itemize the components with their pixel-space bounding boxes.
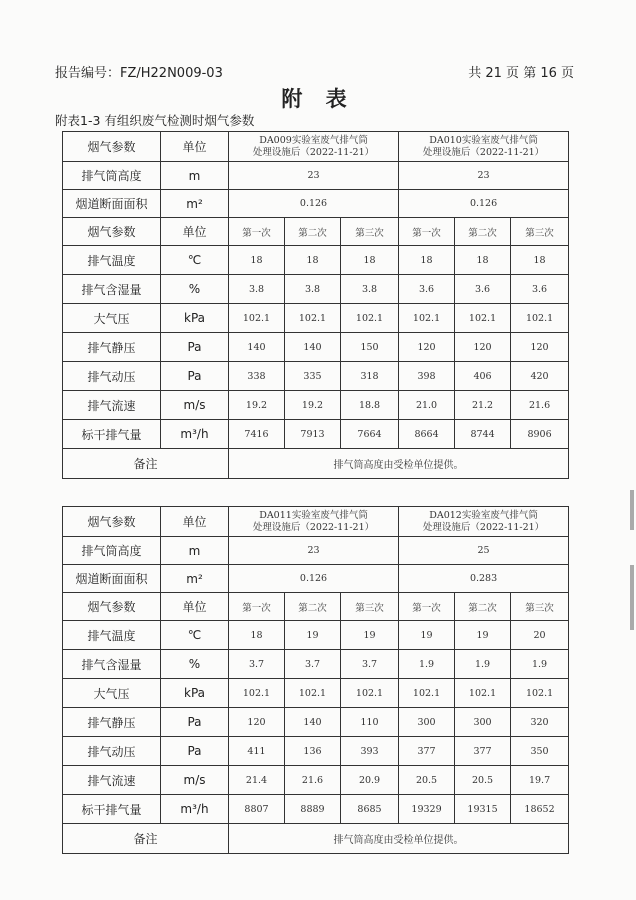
cross-section-unit: m² [161,565,229,593]
stack-height-label: 排气筒高度 [63,162,161,190]
param-value: 3.8 [285,275,341,304]
stack-height-value: 25 [399,537,569,565]
table-row [63,593,569,621]
param-value: 19329 [399,795,455,824]
param-value: 21.2 [455,391,511,420]
param-header: 烟气参数 [63,507,161,537]
outlet-name: DA010实验室废气排气筒 [429,134,538,146]
param-value: 150 [341,333,399,362]
table-row [63,795,569,824]
param-value: 300 [455,708,511,737]
param-value: 8685 [341,795,399,824]
round-header: 第二次 [455,218,511,246]
note-label: 备注 [63,449,229,479]
param-value: 18 [341,246,399,275]
table-row [63,218,569,246]
param-unit: Pa [161,362,229,391]
scan-edge-mark [630,565,634,630]
param-value: 3.8 [229,275,285,304]
param-value: 3.6 [455,275,511,304]
outlet-subtitle: 处理设施后（2022-11-21） [422,521,545,533]
table-row [63,246,569,275]
table-row [63,737,569,766]
param-unit: m³/h [161,795,229,824]
param-value: 140 [285,333,341,362]
param-value: 420 [511,362,569,391]
report-number: 报告编号：FZ/H22N009-03 [55,66,223,81]
param-value: 21.0 [399,391,455,420]
flue-gas-table-2 [62,506,569,854]
param-header: 烟气参数 [63,593,161,621]
param-value: 102.1 [285,304,341,333]
param-value: 102.1 [229,304,285,333]
param-label: 排气流速 [63,391,161,420]
unit-header: 单位 [161,507,229,537]
param-value: 3.8 [341,275,399,304]
param-unit: kPa [161,304,229,333]
param-value: 19.2 [285,391,341,420]
param-unit: % [161,650,229,679]
param-value: 300 [399,708,455,737]
round-header: 第二次 [455,593,511,621]
param-value: 19 [399,621,455,650]
param-value: 8744 [455,420,511,449]
outlet-subtitle: 处理设施后（2022-11-21） [252,146,375,158]
param-value: 19.7 [511,766,569,795]
stack-height-value: 23 [229,162,399,190]
round-header: 第三次 [341,593,399,621]
outlet-header [399,132,569,162]
param-value: 102.1 [399,304,455,333]
table-row [63,333,569,362]
param-value: 335 [285,362,341,391]
param-label: 排气动压 [63,362,161,391]
param-value: 411 [229,737,285,766]
stack-height-value: 23 [229,537,399,565]
scan-edge-mark [630,490,634,530]
param-label: 排气静压 [63,708,161,737]
param-value: 3.6 [399,275,455,304]
param-value: 21.4 [229,766,285,795]
param-value: 8664 [399,420,455,449]
param-value: 19315 [455,795,511,824]
param-value: 110 [341,708,399,737]
round-header: 第一次 [229,218,285,246]
param-value: 3.6 [511,275,569,304]
param-value: 102.1 [511,679,569,708]
param-value: 102.1 [229,679,285,708]
cross-section-unit: m² [161,190,229,218]
param-label: 标干排气量 [63,420,161,449]
param-value: 21.6 [285,766,341,795]
unit-header: 单位 [161,132,229,162]
param-value: 120 [229,708,285,737]
param-value: 377 [399,737,455,766]
outlet-header [229,132,399,162]
table-row [63,391,569,420]
table-row [63,621,569,650]
param-value: 18 [399,246,455,275]
param-value: 1.9 [455,650,511,679]
param-label: 排气动压 [63,737,161,766]
outlet-name: DA012实验室废气排气筒 [429,509,538,521]
param-value: 18.8 [341,391,399,420]
param-header: 烟气参数 [63,218,161,246]
param-header: 烟气参数 [63,132,161,162]
param-value: 140 [229,333,285,362]
table-row [63,275,569,304]
round-header: 第三次 [341,218,399,246]
param-value: 7664 [341,420,399,449]
param-value: 377 [455,737,511,766]
table-row [63,766,569,795]
param-value: 120 [455,333,511,362]
param-label: 排气含湿量 [63,650,161,679]
param-value: 1.9 [399,650,455,679]
stack-height-unit: m [161,162,229,190]
stack-height-value: 23 [399,162,569,190]
outlet-name: DA011实验室废气排气筒 [259,509,368,521]
param-value: 318 [341,362,399,391]
table-row [63,824,569,854]
table-row [63,162,569,190]
param-value: 102.1 [511,304,569,333]
stack-height-label: 排气筒高度 [63,537,161,565]
table-row [63,507,569,537]
param-label: 大气压 [63,679,161,708]
round-header: 第一次 [229,593,285,621]
param-value: 19 [341,621,399,650]
table-row [63,304,569,333]
param-value: 102.1 [455,304,511,333]
table-caption: 附表1-3 有组织废气检测时烟气参数 [55,113,255,128]
outlet-header [399,507,569,537]
param-value: 3.7 [285,650,341,679]
param-unit: Pa [161,708,229,737]
param-value: 120 [511,333,569,362]
param-value: 18 [285,246,341,275]
table-row [63,449,569,479]
param-value: 393 [341,737,399,766]
outlet-subtitle: 处理设施后（2022-11-21） [252,521,375,533]
param-value: 19.2 [229,391,285,420]
param-value: 3.7 [341,650,399,679]
param-label: 排气静压 [63,333,161,362]
param-value: 350 [511,737,569,766]
cross-section-value: 0.126 [399,190,569,218]
param-value: 102.1 [399,679,455,708]
param-label: 排气温度 [63,246,161,275]
param-value: 21.6 [511,391,569,420]
param-unit: ℃ [161,246,229,275]
unit-header: 单位 [161,218,229,246]
round-header: 第一次 [399,218,455,246]
param-label: 排气流速 [63,766,161,795]
param-unit: kPa [161,679,229,708]
table-row [63,362,569,391]
table-row [63,190,569,218]
param-unit: Pa [161,333,229,362]
cross-section-value: 0.126 [229,565,399,593]
cross-section-label: 烟道断面面积 [63,190,161,218]
param-value: 136 [285,737,341,766]
param-value: 8906 [511,420,569,449]
param-value: 102.1 [341,679,399,708]
param-value: 7913 [285,420,341,449]
outlet-subtitle: 处理设施后（2022-11-21） [422,146,545,158]
table-row [63,708,569,737]
table-row [63,565,569,593]
outlet-name: DA009实验室废气排气筒 [259,134,368,146]
cross-section-value: 0.283 [399,565,569,593]
param-value: 406 [455,362,511,391]
param-unit: m/s [161,391,229,420]
param-value: 3.7 [229,650,285,679]
param-value: 18 [229,246,285,275]
round-header: 第二次 [285,593,341,621]
param-value: 7416 [229,420,285,449]
param-value: 20.9 [341,766,399,795]
param-unit: m/s [161,766,229,795]
cross-section-value: 0.126 [229,190,399,218]
note-text: 排气筒高度由受检单位提供。 [229,449,569,479]
param-unit: % [161,275,229,304]
table-row [63,537,569,565]
round-header: 第三次 [511,218,569,246]
param-unit: Pa [161,737,229,766]
table-row [63,420,569,449]
param-value: 19 [455,621,511,650]
param-label: 排气温度 [63,621,161,650]
round-header: 第二次 [285,218,341,246]
param-label: 标干排气量 [63,795,161,824]
param-value: 20 [511,621,569,650]
param-value: 140 [285,708,341,737]
document-title: 附 表 [281,87,355,111]
unit-header: 单位 [161,593,229,621]
round-header: 第三次 [511,593,569,621]
param-unit: m³/h [161,420,229,449]
param-value: 18 [229,621,285,650]
note-text: 排气筒高度由受检单位提供。 [229,824,569,854]
round-header: 第一次 [399,593,455,621]
outlet-header [229,507,399,537]
param-value: 20.5 [399,766,455,795]
table-row [63,679,569,708]
param-value: 1.9 [511,650,569,679]
param-value: 102.1 [285,679,341,708]
page-counter: 共 21 页 第 16 页 [468,66,574,81]
param-value: 18 [511,246,569,275]
param-value: 8889 [285,795,341,824]
param-value: 19 [285,621,341,650]
param-value: 338 [229,362,285,391]
table-row [63,650,569,679]
table-row [63,132,569,162]
param-value: 120 [399,333,455,362]
param-value: 102.1 [341,304,399,333]
param-value: 8807 [229,795,285,824]
param-value: 320 [511,708,569,737]
stack-height-unit: m [161,537,229,565]
param-label: 大气压 [63,304,161,333]
param-value: 18652 [511,795,569,824]
param-label: 排气含湿量 [63,275,161,304]
cross-section-label: 烟道断面面积 [63,565,161,593]
param-value: 18 [455,246,511,275]
param-value: 102.1 [455,679,511,708]
param-value: 398 [399,362,455,391]
note-label: 备注 [63,824,229,854]
param-unit: ℃ [161,621,229,650]
flue-gas-table-1 [62,131,569,479]
param-value: 20.5 [455,766,511,795]
